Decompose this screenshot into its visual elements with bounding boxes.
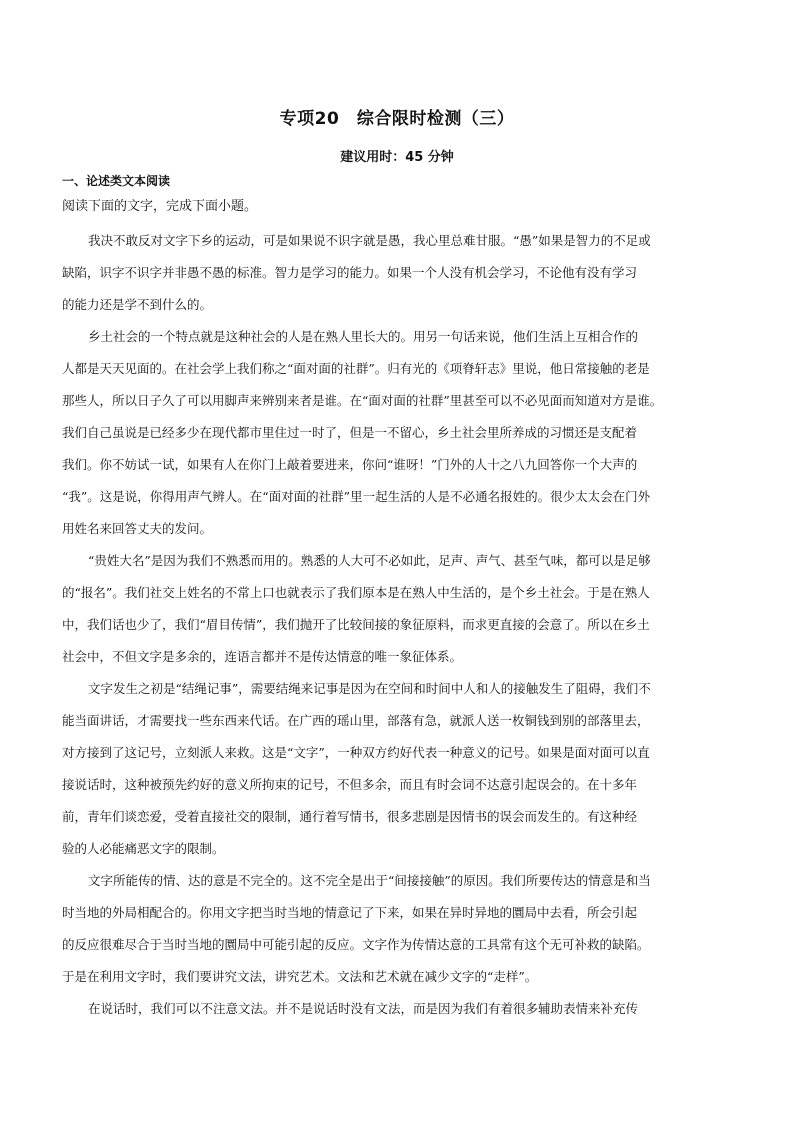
passage-line: 能当面讲话，才需要找一些东西来代话。在广西的瑶山里，部落有急，就派人送一枚铜钱到别的部落里去， <box>62 713 650 728</box>
passage-line: 文字发生之初是“结绳记事”，需要结绳来记事是因为在空间和时间中人和人的接触发生了阻碍，我们不 <box>88 681 651 696</box>
passage-line: 乡土社会的一个特点就是这种社会的人是在熟人里长大的。用另一句话来说，他们生活上互相合作的 <box>88 329 639 344</box>
passage-line: 我们。你不妨试一试，如果有人在你门上敲着要进来，你问“谁呀！”门外的人十之八九回答你一个大声的 <box>62 457 638 472</box>
reading-instruction: 阅读下面的文字，完成下面小题。 <box>62 199 258 214</box>
passage-line: 社会中，不但文字是多余的，连语言都并不是传达情意的唯一象征体系。 <box>62 649 463 664</box>
passage-line: 验的人必能痛恶文字的限制。 <box>62 841 225 856</box>
passage-line: 的能力还是学不到什么的。 <box>62 297 213 312</box>
passage-line: 时当地的外局相配合的。你用文字把当时当地的情意记了下来，如果在异时异地的圜局中去看，所会引起 <box>62 905 638 920</box>
passage-line: 缺陷，识字不识字并非愚不愚的标准。智力是学习的能力。如果一个人没有机会学习，不论他有没有学习 <box>62 265 638 280</box>
passage-line: 中，我们话也少了，我们“眉目传情”，我们抛开了比较间接的象征原料，而求更直接的会意了。所以在乡土 <box>62 617 650 632</box>
passage-line: 用姓名来回答丈夫的发问。 <box>62 521 213 536</box>
page-title: 专项20 综合限时检测（三） <box>279 109 515 129</box>
reading-passage <box>62 225 732 1025</box>
passage-line: 接说话时，这种被预先约好的意义所拘束的记号，不但多余，而且有时会词不达意引起误会的。在十多年 <box>62 777 638 792</box>
section-heading: 一、论述类文本阅读 <box>62 174 171 188</box>
passage-line: 的“报名”。我们社交上姓名的不常上口也就表示了我们原本是在熟人中生活的，是个乡土社会。于是在熟人 <box>62 585 650 600</box>
passage-line: 我们自己虽说是已经多少在现代都市里住过一时了，但是一不留心，乡土社会里所养成的习惯还是支配着 <box>62 425 638 440</box>
passage-line: 在说话时，我们可以不注意文法。并不是说话时没有文法，而是因为我们有着很多辅助表情来补充传 <box>88 1001 639 1016</box>
passage-line: 我决不敢反对文字下乡的运动，可是如果说不识字就是愚，我心里总难甘服。“愚”如果是智力的不足或 <box>88 233 651 248</box>
passage-line: “贵姓大名”是因为我们不熟悉而用的。熟悉的人大可不必如此，足声、声气、甚至气味，都可以是足够 <box>88 553 651 568</box>
passage-line: 对方接到了这记号，立刻派人来救。这是“文字”，一种双方约好代表一种意义的记号。如果是面对面可以直 <box>62 745 650 760</box>
passage-line: 于是在利用文字时，我们要讲究文法，讲究艺术。文法和艺术就在减少文字的“走样”。 <box>62 969 538 984</box>
passage-line: 那些人，所以日子久了可以用脚声来辨别来者是谁。在“面对面的社群”里甚至可以不必见面而知道对方是谁。 <box>62 393 663 408</box>
time-suggestion: 建议用时：45 分钟 <box>340 150 454 165</box>
passage-line: 的反应很难尽合于当时当地的圜局中可能引起的反应。文字作为传情达意的工具常有这个无可补救的缺陷。 <box>62 937 650 952</box>
passage-line: 人都是天天见面的。在社会学上我们称之“面对面的社群”。归有光的《项脊轩志》里说，他日常接触的老是 <box>62 361 650 376</box>
passage-line: 前，青年们谈恋爱，受着直接社交的限制，通行着写情书，很多悲剧是因情书的误会而发生的。有这种经 <box>62 809 638 824</box>
passage-line: “我”。这是说，你得用声气辨人。在“面对面的社群”里一起生活的人是不必通名报姓的。很少太太会在门外 <box>62 489 651 504</box>
passage-line: 文字所能传的情、达的意是不完全的。这不完全是出于“间接接触”的原因。我们所要传达的情意是和当 <box>88 873 651 888</box>
